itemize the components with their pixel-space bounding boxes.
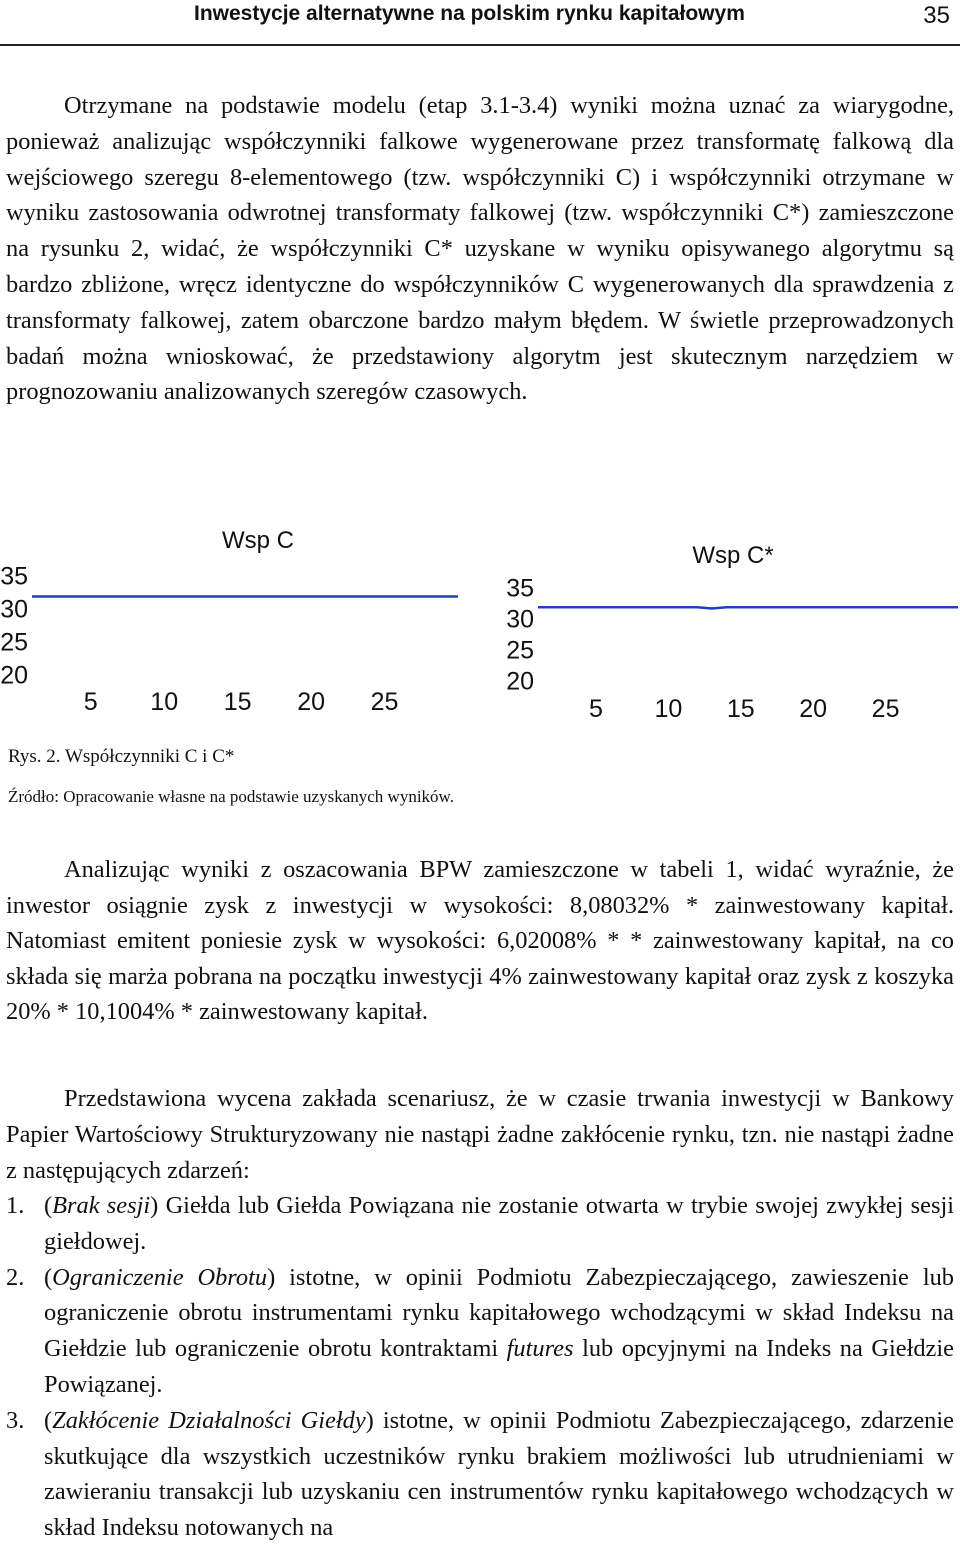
y-tick-label: 30: [506, 605, 534, 634]
list-open: (: [44, 1263, 53, 1291]
market-disruption-list: [6, 1188, 954, 1546]
list-open: (: [44, 1192, 53, 1219]
list-text: ) Giełda lub Giełda Powiązana nie zostanie otwarta w trybie swojej zwykłej sesji giełdowej.: [44, 1192, 954, 1255]
chart-title: Wsp C*: [692, 542, 774, 569]
paragraph-results: Otrzymane na podstawie modelu (etap 3.1-3.4) wyniki można uznać za wiarygodne, ponieważ analizując współczynniki falkowe wygenerowane przez transformatę falkową dla wejściowego szeregu 8-elementowego (tzw. współczynniki C) i współczynniki otrzymane w wyniku zastosowania odwrotnej transformaty falkowej (tzw. współczynniki C*) zamieszczone na rysunku 2, widać, że współczynniki C* uzyskane w wyniku opisywanego algorytmu są bardzo zbliżone, wręcz identyczne do współczynników C wygenerowanych dla sprawdzenia z transformaty falkowej, zatem obarczone bardzo małym błędem. W świetle przeprowadzonych badań można wnioskować, że przedstawiony algorytm jest skutecznym narzędziem w prognozowaniu analizowanych szeregów czasowych.: [6, 92, 954, 406]
list-item: [6, 1188, 954, 1260]
chart-wsp-c-star-svg: [500, 535, 960, 730]
list-open: (: [44, 1406, 53, 1434]
y-tick-label: 20: [0, 661, 28, 690]
list-term: Zakłócenie Działalności Giełdy: [52, 1406, 366, 1434]
x-tick-label: 15: [726, 695, 755, 723]
list-item: [6, 1403, 954, 1546]
x-tick-label: 20: [799, 695, 828, 723]
y-tick-label: 25: [506, 636, 534, 665]
x-tick-label: 25: [871, 695, 900, 723]
list-term: Ograniczenie Obrotu: [52, 1263, 268, 1291]
paragraph-bpw-analysis: Analizując wyniki z oszacowania BPW zamieszczone w tabeli 1, widać wyraźnie, że inwestor osiągnie zysk z inwestycji w wysokości: 8,08032% * zainwestowany kapitał. Natomiast emitent poniesie zysk w wysokości: 6,02008% * * zainwestowany kapitał, na co składa się marża pobrana na początku inwestycji 4% zainwestowany kapitał oraz zysk z koszyka 20% * 10,1004% * zainwestowany kapitał.: [6, 856, 954, 1026]
list-text: ) istotne, w opinii Podmiotu Zabezpieczającego, zawieszenie lub ograniczenie obrotu instrumentami rynku kapitałowego wchodzącymi w skład Indeksu na Giełdzie lub ograniczenie obrotu kontraktami: [44, 1263, 954, 1363]
page-header: [0, 0, 960, 46]
figure-caption: Rys. 2. Współczynniki C i C*: [8, 746, 235, 767]
y-tick-label: 20: [506, 667, 534, 696]
series-line-1: [538, 607, 958, 608]
chart-wsp-c: [0, 520, 460, 720]
y-tick-label: 25: [0, 628, 28, 657]
list-italic-word: futures: [506, 1335, 574, 1363]
list-number: 3.: [6, 1406, 25, 1434]
page-number: 35: [923, 2, 950, 29]
figure-source: Źródło: Opracowanie własne na podstawie uzyskanych wyników.: [8, 787, 454, 806]
x-tick-label: 20: [297, 688, 326, 716]
y-tick-label: 30: [0, 595, 28, 624]
list-term: Brak sesji: [52, 1192, 151, 1219]
running-title: Inwestycje alternatywne na polskim rynku kapitałowym: [194, 2, 745, 25]
list-text: ) istotne, w opinii Podmiotu Zabezpieczającego, zdarzenie skutkujące dla wszystkich uczestników rynku brakiem możliwości lub utrudnieniami w zawieraniu transakcji lub uzyskaniu cen instrumentów rynku kapitałowego wchodzących w skład Indeksu notowanych na: [44, 1406, 954, 1542]
y-tick-label: 35: [506, 574, 534, 603]
list-tail: lub opcyjnymi na Indeks na Giełdzie Powiązanej.: [44, 1335, 954, 1398]
chart-title: Wsp C: [222, 527, 294, 554]
x-tick-label: 5: [588, 695, 603, 723]
list-number: 2.: [6, 1263, 25, 1291]
x-tick-label: 25: [370, 688, 399, 716]
x-tick-label: 15: [223, 688, 252, 716]
x-tick-label: 10: [654, 695, 683, 723]
y-tick-label: 35: [0, 562, 28, 591]
paragraph-scenario: Przedstawiona wycena zakłada scenariusz, że w czasie trwania inwestycji w Bankowy Papier Wartościowy Strukturyzowany nie nastąpi żadne zakłócenie rynku, tzn. nie nastąpi żadne z następujących zdarzeń:: [6, 1085, 954, 1184]
x-tick-label: 10: [150, 688, 179, 716]
list-item: [6, 1260, 954, 1403]
list-number: 1.: [6, 1192, 25, 1219]
chart-wsp-c-svg: [0, 520, 460, 720]
chart-wsp-c-star: [500, 535, 960, 730]
x-tick-label: 5: [83, 688, 98, 716]
